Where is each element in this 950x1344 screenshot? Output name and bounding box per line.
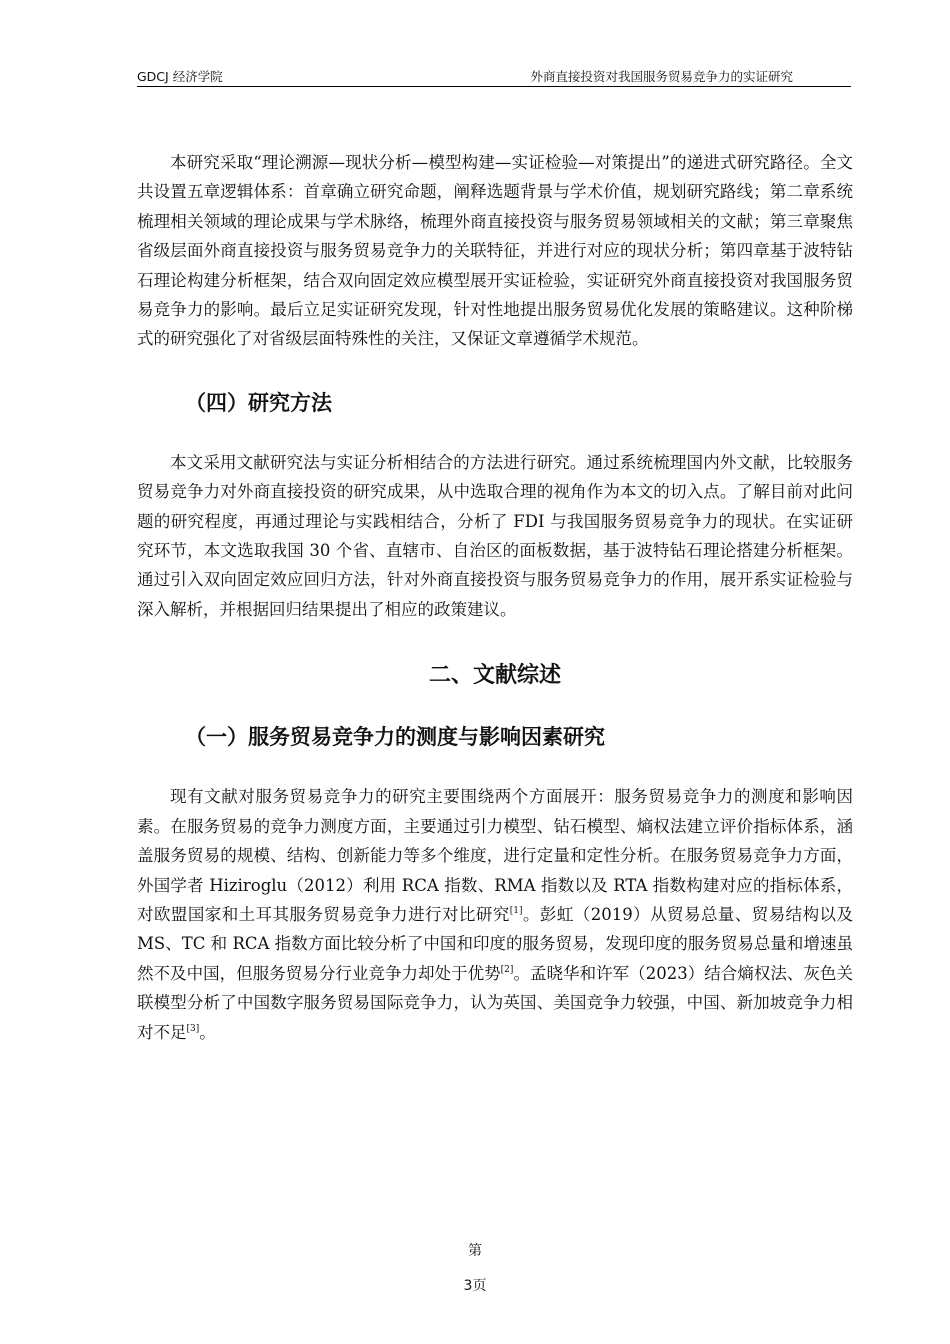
- header-institution: GDCJ 经济学院: [137, 69, 223, 84]
- citation-ref: [3]: [186, 1023, 200, 1034]
- page-body: [137, 148, 853, 1047]
- paragraph-research-methods: 本文采用文献研究法与实证分析相结合的方法进行研究。通过系统梳理国内外文献，比较服务贸易竞争力对外商直接投资的研究成果，从中选取合理的视角作为本文的切入点。了解目前对此问题的研究程度，再通过理论与实践相结合，分析了 FDI 与我国服务贸易竞争力的现状。在实证研究环节，本文选取我国 30 个省、直辖市、自治区的面板数据，基于波特钻石理论搭建分析框架。通过引入双向固定效应回归方法，针对外商直接投资与服务贸易竞争力的作用，展开系实证检验与深入解析，并根据回归结果提出了相应的政策建议。: [137, 452, 853, 619]
- citation-ref: [2]: [500, 964, 514, 975]
- heading-measurement-factors: （一）服务贸易竞争力的测度与影响因素研究: [185, 725, 605, 750]
- citation-ref: [1]: [509, 905, 523, 916]
- text-segment: 现有文献对服务贸易竞争力的研究主要围绕两个方面展开：服务贸易竞争力的测度和影响因素。在服务贸易的竞争力测度方面，主要通过引力模型、钻石模型、熵权法建立评价指标体系，涵盖服务贸易的规模、结构、创新能力等多个维度，进行定量和定性分析。在服务贸易竞争力方面，外国学者 Hiziroglu（2012）利用 RCA 指数、RMA 指数以及 RTA 指数构建对应的指标体系，对欧盟国家和土耳其服务贸易竞争力进行对比研究: [137, 787, 853, 924]
- heading-literature-review: 二、文献综述: [428, 663, 561, 689]
- page-header: [137, 64, 851, 87]
- text-segment: 。孟晓华和许军（2023）结合熵权法、灰色关联模型分析了中国数字服务贸易国际竞争力，认为英国、美国竞争力较强，中国、新加坡竞争力相对不足: [137, 963, 853, 1042]
- paragraph-research-path: 本研究采取“理论溯源—现状分析—模型构建—实证检验—对策提出”的递进式研究路径。全文共设置五章逻辑体系：首章确立研究命题，阐释选题背景与学术价值，规划研究路线；第二章系统梳理相关领域的理论成果与学术脉络，梳理外商直接投资与服务贸易领域相关的文献；第三章聚焦省级层面外商直接投资与服务贸易竞争力的关联特征，并进行对应的现状分析；第四章基于波特钻石理论构建分析框架，结合双向固定效应模型展开实证检验，实证研究外商直接投资对我国服务贸易竞争力的影响。最后立足实证研究发现，针对性地提出服务贸易优化发展的策略建议。这种阶梯式的研究强化了对省级层面特殊性的关注，又保证文章遵循学术规范。: [137, 153, 853, 349]
- text-segment: 。彭虹（2019）从贸易总量、贸易结构以及 MS、TC 和 RCA 指数方面比较分析了中国和印度的服务贸易，发现印度的服务贸易总量和增速虽然不及中国，但服务贸易分行业竞争力却处于优势: [137, 904, 853, 983]
- page-number: 3页: [463, 1278, 487, 1294]
- page-footer-label: 第: [468, 1243, 482, 1259]
- heading-research-methods: （四）研究方法: [185, 390, 332, 415]
- header-paper-title: 外商直接投资对我国服务贸易竞争力的实证研究: [530, 69, 793, 84]
- paragraph-literature: [137, 782, 853, 1047]
- text-segment: 。: [199, 1022, 216, 1042]
